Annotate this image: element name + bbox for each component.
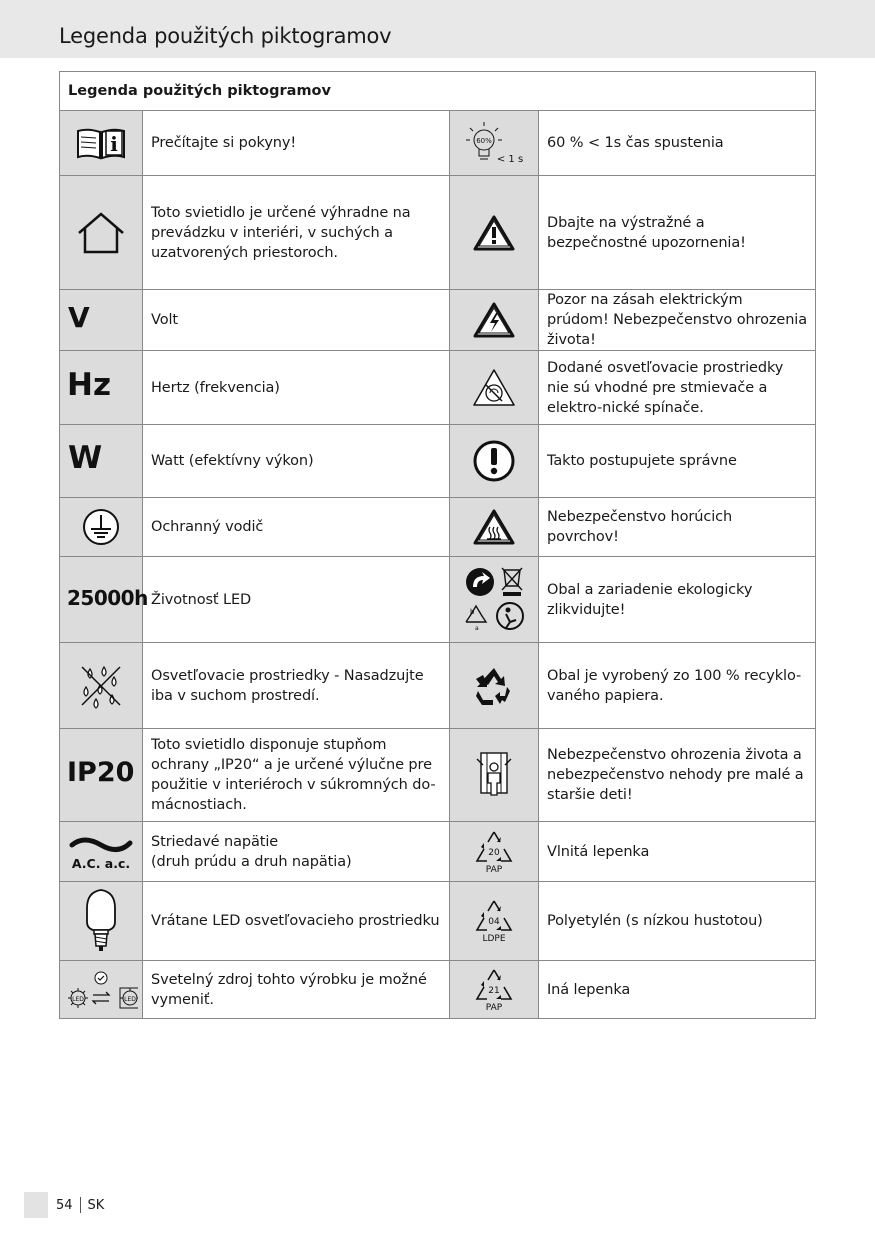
table-row <box>60 290 816 351</box>
legend-text: Svetelný zdroj tohto výrobku je možné vymeniť. <box>143 961 450 1019</box>
protective-earth-icon <box>60 498 143 557</box>
led-bulb-icon <box>60 882 143 961</box>
hertz-symbol-icon: Hz <box>67 366 111 403</box>
lifetime-hours-icon: 25000h <box>67 586 148 610</box>
recycle-number: 21 <box>488 985 500 996</box>
recycle-code: LDPE <box>482 934 506 944</box>
alternating-current-icon <box>60 822 143 882</box>
legend-text: Takto postupujete správne <box>539 425 816 498</box>
recycle-pap21-icon <box>450 961 539 1019</box>
recycle-code: PAP <box>485 1002 503 1013</box>
table-row <box>60 643 816 729</box>
legend-text: Iná lepenka <box>539 961 816 1019</box>
page-title: Legenda použitých piktogramov <box>59 24 392 48</box>
table-row <box>60 729 816 822</box>
table-title: Legenda použitých piktogramov <box>60 72 816 111</box>
eco-disposal-icon <box>450 557 539 643</box>
legend-text-line1: Striedavé napätie <box>151 833 279 850</box>
no-dimmer-icon <box>450 351 539 425</box>
table-row <box>60 822 816 882</box>
table-row <box>60 882 816 961</box>
bulb-60-percent-icon <box>450 111 539 176</box>
indoor-house-icon <box>60 176 143 290</box>
legend-text-line2: (druh prúdu a druh napätia) <box>151 853 352 870</box>
footer-divider <box>80 1197 81 1213</box>
legend-text: Polyetylén (s nízkou hustotou) <box>539 882 816 961</box>
recycle-number: 04 <box>488 917 500 927</box>
recycle-number: 20 <box>488 847 500 858</box>
hot-surface-icon <box>450 498 539 557</box>
electric-shock-warning-icon <box>450 290 539 351</box>
legend-text: Prečítajte si pokyny! <box>143 111 450 176</box>
ip20-symbol-icon: IP20 <box>67 757 135 788</box>
table-row <box>60 557 816 643</box>
legend-text: 60 % < 1s čas spustenia <box>539 111 816 176</box>
instructions-book-icon <box>60 111 143 176</box>
bulb-time-label: < 1 s <box>496 154 524 165</box>
recycle-pap20-icon <box>450 822 539 882</box>
legend-text: Toto svietidlo disponuje stupňom ochrany „IP20“ a je určené výlučne pre použitie v interiéroch v súkromných do-mácnostiach. <box>143 729 450 822</box>
legend-text: Ochranný vodič <box>143 498 450 557</box>
legend-text: Nebezpečenstvo horúcich povrchov! <box>539 498 816 557</box>
legend-text: Hertz (frekvencia) <box>143 351 450 425</box>
legend-text: Watt (efektívny výkon) <box>143 425 450 498</box>
table-row <box>60 176 816 290</box>
bulb-percent-label: 60% <box>476 137 492 145</box>
legend-text: Obal a zariadenie ekologicky zlikvidujte! <box>539 557 816 643</box>
legend-text: Dodané osvetľovacie prostriedky nie sú vhodné pre stmievače a elektro-nické spínače. <box>539 351 816 425</box>
led-label-left: LED <box>72 995 84 1003</box>
pictogram-legend-table <box>59 71 816 1019</box>
table-row <box>60 961 816 1019</box>
legend-text: Životnosť LED <box>143 557 450 643</box>
child-hazard-icon <box>450 729 539 822</box>
table-row <box>60 111 816 176</box>
exclamation-circle-icon <box>450 425 539 498</box>
legend-text: Vrátane LED osvetľovacieho prostriedku <box>143 882 450 961</box>
legend-text: Osvetľovacie prostriedky - Nasadzujte iba v suchom prostredí. <box>143 643 450 729</box>
table-row <box>60 351 816 425</box>
replaceable-led-icon <box>60 961 143 1019</box>
legend-text: Nebezpečenstvo ohrozenia života a nebezpečenstvo nehody pre malé a staršie deti! <box>539 729 816 822</box>
legend-text: Toto svietidlo je určené výhradne na prevádzku v interiéri, v suchých a uzatvorených priestoroch. <box>143 176 450 290</box>
warning-triangle-icon <box>450 176 539 290</box>
svg-text:i: i <box>110 132 118 156</box>
legend-text: Vlnitá lepenka <box>539 822 816 882</box>
eco-letter-a: a <box>475 624 479 632</box>
legend-text: Obal je vyrobený zo 100 % recyklo-vaného papiera. <box>539 643 816 729</box>
recycling-icon <box>450 643 539 729</box>
page-footer <box>24 1192 104 1218</box>
page-number: 54 <box>56 1197 73 1213</box>
led-label-right: LED <box>124 995 136 1003</box>
watt-symbol-icon: W <box>68 440 103 476</box>
ac-label: A.C. a.c. <box>71 855 131 871</box>
legend-text: Dbajte na výstražné a bezpečnostné upozornenia! <box>539 176 816 290</box>
table-row <box>60 498 816 557</box>
dry-location-icon <box>60 643 143 729</box>
legend-text: Volt <box>143 290 450 351</box>
recycle-code: PAP <box>485 864 503 875</box>
footer-box <box>24 1192 48 1218</box>
volt-symbol-icon: V <box>68 300 90 334</box>
eco-letter-b: b <box>470 607 475 616</box>
language-code: SK <box>87 1197 105 1213</box>
recycle-ldpe04-icon <box>450 882 539 961</box>
page-header <box>0 0 875 58</box>
legend-text: Pozor na zásah elektrickým prúdom! Nebezpečenstvo ohrozenia života! <box>539 290 816 351</box>
table-row <box>60 425 816 498</box>
